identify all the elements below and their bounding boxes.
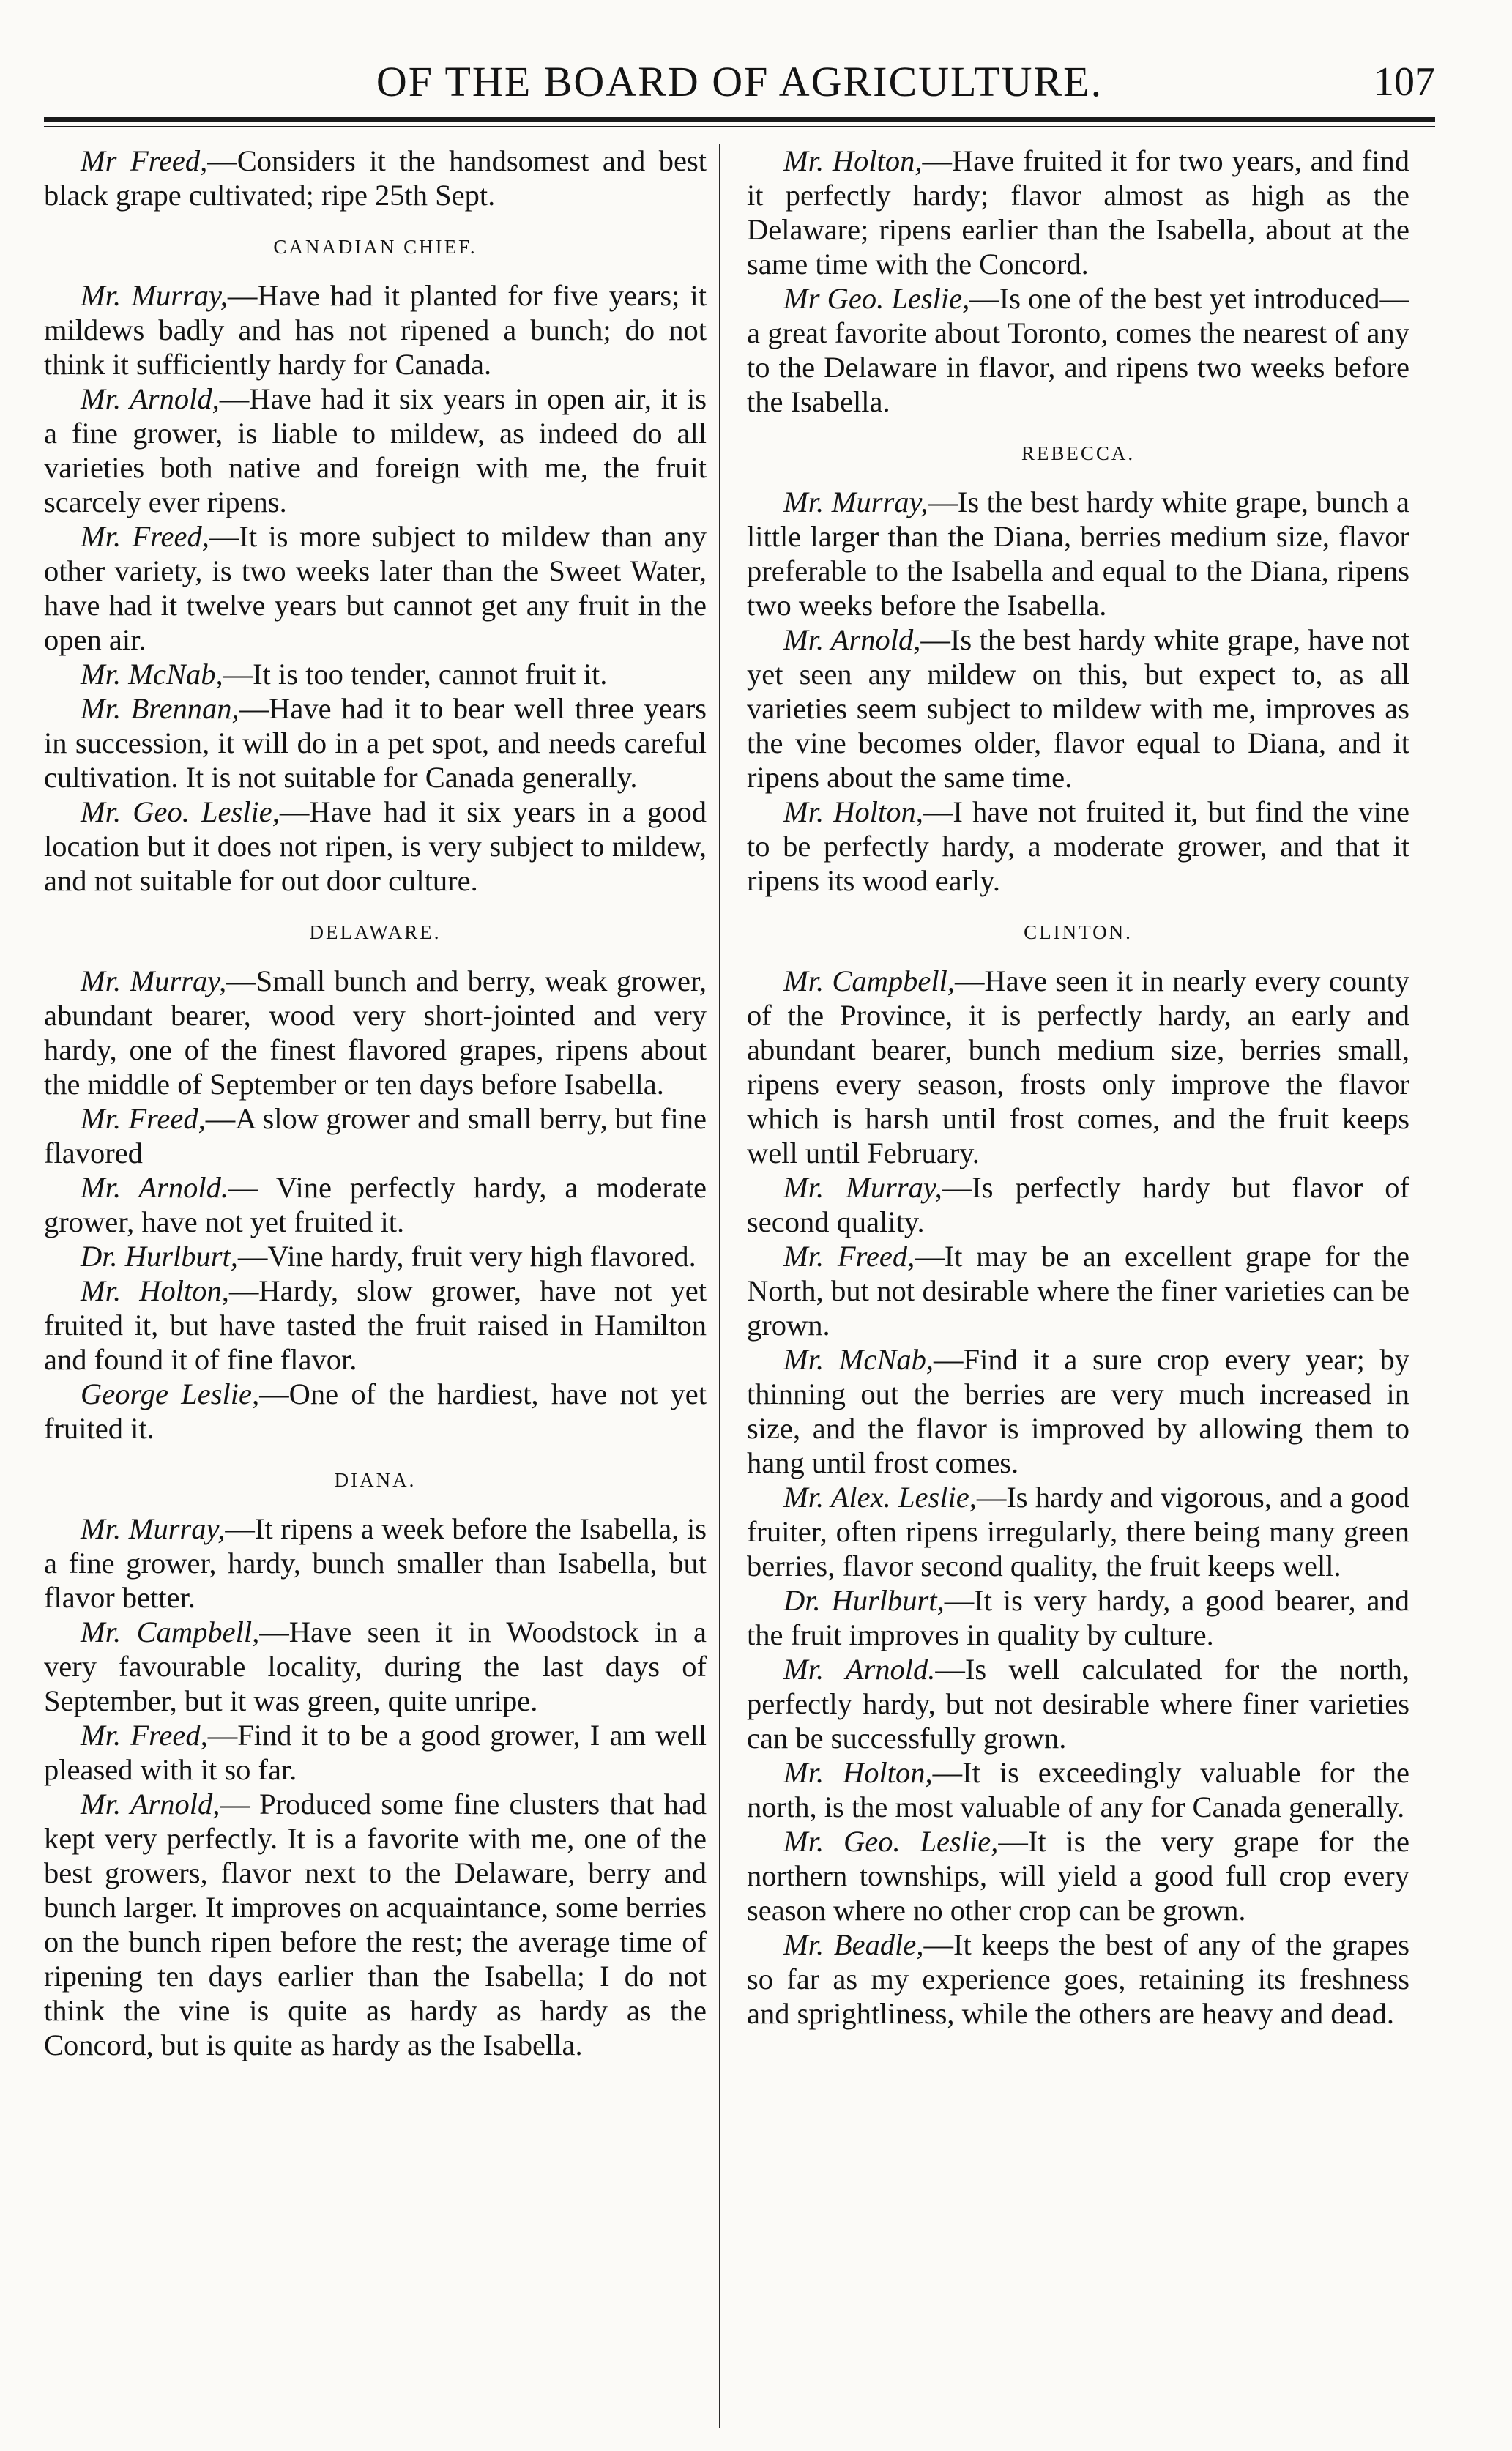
paragraph-text: —It is exceedingly valuable for the north, is the most valuable of any for Canada generally.: [747, 1756, 1409, 1823]
page-number: 107: [1374, 59, 1435, 105]
speaker-name: George Leslie,: [81, 1377, 260, 1410]
paragraph: [44, 382, 707, 519]
paragraph: [747, 622, 1409, 795]
section-title-delaware: DELAWARE.: [309, 921, 442, 943]
paragraph-text: —Have had it six years in a good location but it does not ripen, is very subject to mildew, and not suitable for out door culture.: [44, 795, 707, 897]
paragraph-text: —Have had it six years in open air, it is a fine grower, is liable to mildew, as indeed do all varieties both native and foreign with me, the fruit scarcely ever ripens.: [44, 382, 707, 518]
paragraph: [44, 1239, 707, 1273]
speaker-name: Mr. Alex. Leslie,: [783, 1481, 977, 1514]
paragraph: [44, 1615, 707, 1718]
speaker-name: Mr. Freed,: [783, 1240, 915, 1273]
paragraph: [747, 1755, 1409, 1824]
speaker-name: Mr Geo. Leslie,: [783, 282, 970, 315]
speaker-name: Mr. Geo. Leslie,: [783, 1825, 999, 1858]
paragraph: [44, 691, 707, 795]
paragraph-text: —A slow grower and small berry, but fine flavored: [44, 1102, 707, 1169]
paragraph-text: —One of the hardiest, have not yet fruited it.: [44, 1377, 707, 1445]
paragraph-text: —I have not fruited it, but find the vine to be perfectly hardy, a moderate grower, and that it ripens its wood early.: [747, 795, 1409, 897]
paragraph-text: — Vine perfectly hardy, a moderate grower, have not yet fruited it.: [44, 1171, 707, 1238]
paragraph-text: —Have seen it in Woodstock in a very favourable locality, during the last days of September, but it was green, quite unripe.: [44, 1615, 707, 1717]
paragraph: [44, 144, 707, 212]
speaker-name: Mr. Beadle,: [783, 1928, 924, 1961]
paragraph-text: —Is well calculated for the north, perfectly hardy, but not desirable where finer varieties can be successfully grown.: [747, 1653, 1409, 1755]
left-column: [44, 144, 707, 2421]
paragraph: [747, 485, 1409, 622]
speaker-name: Mr. Murray,: [783, 1171, 942, 1204]
speaker-name: Mr. Arnold.: [81, 1171, 228, 1204]
speaker-name: Mr. Murray,: [81, 1512, 226, 1545]
speaker-name: Mr. Murray,: [81, 279, 228, 312]
paragraph: [44, 1101, 707, 1170]
paragraph: [747, 964, 1409, 1170]
running-head-title: OF THE BOARD OF AGRICULTURE.: [376, 58, 1103, 105]
paragraph-text: —Find it a sure crop every year; by thinning out the berries are very much increased in size, and the flavor is improved by allowing them to hang until frost comes.: [747, 1343, 1409, 1479]
speaker-name: Mr. Freed,: [81, 1102, 206, 1135]
paragraph-text: —It is too tender, cannot fruit it.: [223, 658, 608, 691]
paragraph-text: —Have had it to bear well three years in succession, it will do in a pet spot, and needs careful cultivation. It is not suitable for Canada generally.: [44, 692, 707, 794]
speaker-name: Mr. Arnold.: [783, 1653, 936, 1686]
paragraph: [44, 795, 707, 898]
paragraph-text: —It is very hardy, a good bearer, and the fruit improves in quality by culture.: [747, 1584, 1409, 1651]
speaker-name: Mr. Geo. Leslie,: [81, 795, 280, 828]
speaker-name: Mr. Freed,: [81, 520, 209, 553]
paragraph: [44, 1511, 707, 1615]
section-title-canadian-chief: CANADIAN CHIEF.: [273, 236, 477, 258]
speaker-name: Mr. Brennan,: [81, 692, 239, 725]
paragraph-text: —Is one of the best yet introduced—a great favorite about Toronto, comes the nearest of any to the Delaware in flavor, and ripens two weeks before the Isabella.: [747, 282, 1409, 418]
paragraph-text: —Considers it the handsomest and best black grape cultivated; ripe 25th Sept.: [44, 144, 707, 212]
section-title-diana: DIANA.: [334, 1469, 417, 1491]
header-rule-thick: [44, 117, 1435, 122]
paragraph-text: — Produced some fine clusters that had kept very perfectly. It is a favorite with me, one of the best growers, flavor next to the Delaware, berry and bunch larger. It improves on acquaintance, some berries on the bunch ripen before the rest; the average time of ripening ten days earlier than the Isabella; I do not think the vine is quite as hardy as hardy as the Concord, but is quite as hardy as the Isabella.: [44, 1788, 707, 2061]
paragraph: [44, 657, 707, 691]
paragraph: [44, 1273, 707, 1377]
paragraph-text: —Have fruited it for two years, and find it perfectly hardy; flavor almost as high as the Delaware; ripens earlier than the Isabella, about at the same time with the Concord.: [747, 144, 1409, 280]
paragraph-text: —Is the best hardy white grape, bunch a little larger than the Diana, berries medium size, flavor preferable to the Isabella and equal to the Diana, ripens two weeks before the Isabella.: [747, 486, 1409, 622]
paragraph-text: —Is hardy and vigorous, and a good fruiter, often ripens irregularly, there being many green berries, flavor second quality, the fruit keeps well.: [747, 1481, 1409, 1582]
right-column: [747, 144, 1409, 2421]
paragraph: [44, 1170, 707, 1239]
speaker-name: Mr. Arnold,: [783, 623, 921, 656]
paragraph: [747, 1652, 1409, 1755]
paragraph: [44, 519, 707, 657]
page-header: [44, 53, 1435, 111]
column-divider: [719, 144, 720, 2428]
paragraph-text: —Have had it planted for five years; it mildews badly and has not ripened a bunch; do not think it sufficiently hardy for Canada.: [44, 279, 707, 381]
paragraph: [44, 1377, 707, 1446]
speaker-name: Mr. Campbell,: [783, 964, 956, 997]
paragraph: [44, 1718, 707, 1787]
paragraph: [44, 964, 707, 1101]
speaker-name: Mr. Arnold,: [81, 1788, 220, 1820]
paragraph: [747, 1239, 1409, 1342]
section-title-clinton: CLINTON.: [1024, 921, 1133, 943]
paragraph-text: —Vine hardy, fruit very high flavored.: [237, 1240, 696, 1273]
speaker-name: Mr. Murray,: [81, 964, 227, 997]
speaker-name: Mr. Murray,: [783, 486, 928, 518]
paragraph: [44, 1787, 707, 2062]
section-title-rebecca: REBECCA.: [1021, 442, 1136, 464]
speaker-name: Mr. Freed,: [81, 1719, 208, 1752]
speaker-name: Mr. Holton,: [783, 144, 923, 177]
paragraph-text: —Hardy, slow grower, have not yet fruited it, but have tasted the fruit raised in Hamilton and found it of fine flavor.: [44, 1274, 707, 1376]
speaker-name: Mr. McNab,: [783, 1343, 934, 1376]
paragraph-text: —It keeps the best of any of the grapes so far as my experience goes, retaining its freshness and sprightliness, while the others are heavy and dead.: [747, 1928, 1409, 2030]
paragraph-text: —Find it to be a good grower, I am well pleased with it so far.: [44, 1719, 707, 1786]
speaker-name: Mr. Holton,: [783, 795, 923, 828]
speaker-name: Mr. Holton,: [81, 1274, 229, 1307]
header-rule-thin: [44, 126, 1435, 127]
paragraph: [747, 1480, 1409, 1583]
paragraph: [747, 1170, 1409, 1239]
paragraph-text: —It ripens a week before the Isabella, is a fine grower, hardy, bunch smaller than Isabella, but flavor better.: [44, 1512, 707, 1614]
speaker-name: Mr Freed,: [81, 144, 208, 177]
paragraph: [747, 1342, 1409, 1480]
speaker-name: Mr. Arnold,: [81, 382, 220, 415]
paragraph-text: —Is perfectly hardy but flavor of second quality.: [747, 1171, 1409, 1238]
speaker-name: Dr. Hurlburt,: [783, 1584, 945, 1617]
paragraph-text: —It may be an excellent grape for the North, but not desirable where the finer varieties can be grown.: [747, 1240, 1409, 1342]
speaker-name: Mr. McNab,: [81, 658, 223, 691]
paragraph-text: —Is the best hardy white grape, have not yet seen any mildew on this, but expect to, as all varieties seem subject to mildew with me, improves as the vine becomes older, flavor equal to Diana, and it ripens about the same time.: [747, 623, 1409, 794]
paragraph: [747, 144, 1409, 281]
paragraph: [747, 795, 1409, 898]
paragraph: [44, 278, 707, 382]
paragraph-text: —It is more subject to mildew than any other variety, is two weeks later than the Sweet Water, have had it twelve years but cannot get any fruit in the open air.: [44, 520, 707, 656]
paragraph-text: —It is the very grape for the northern townships, will yield a good full crop every season where no other crop can be grown.: [747, 1825, 1409, 1927]
paragraph-text: —Small bunch and berry, weak grower, abundant bearer, wood very short-jointed and very hardy, one of the finest flavored grapes, ripens about the middle of September or ten days before Isabella.: [44, 964, 707, 1101]
paragraph: [747, 1824, 1409, 1927]
paragraph-text: —Have seen it in nearly every county of the Province, it is perfectly hardy, an early and abundant bearer, bunch medium size, berries small, ripens every season, frosts only improve the flavor which is harsh until frost comes, and the fruit keeps well until February.: [747, 964, 1409, 1169]
paragraph: [747, 281, 1409, 419]
speaker-name: Mr. Campbell,: [81, 1615, 260, 1648]
paragraph: [747, 1583, 1409, 1652]
speaker-name: Mr. Holton,: [783, 1756, 933, 1789]
speaker-name: Dr. Hurlburt,: [81, 1240, 238, 1273]
paragraph: [747, 1927, 1409, 2031]
